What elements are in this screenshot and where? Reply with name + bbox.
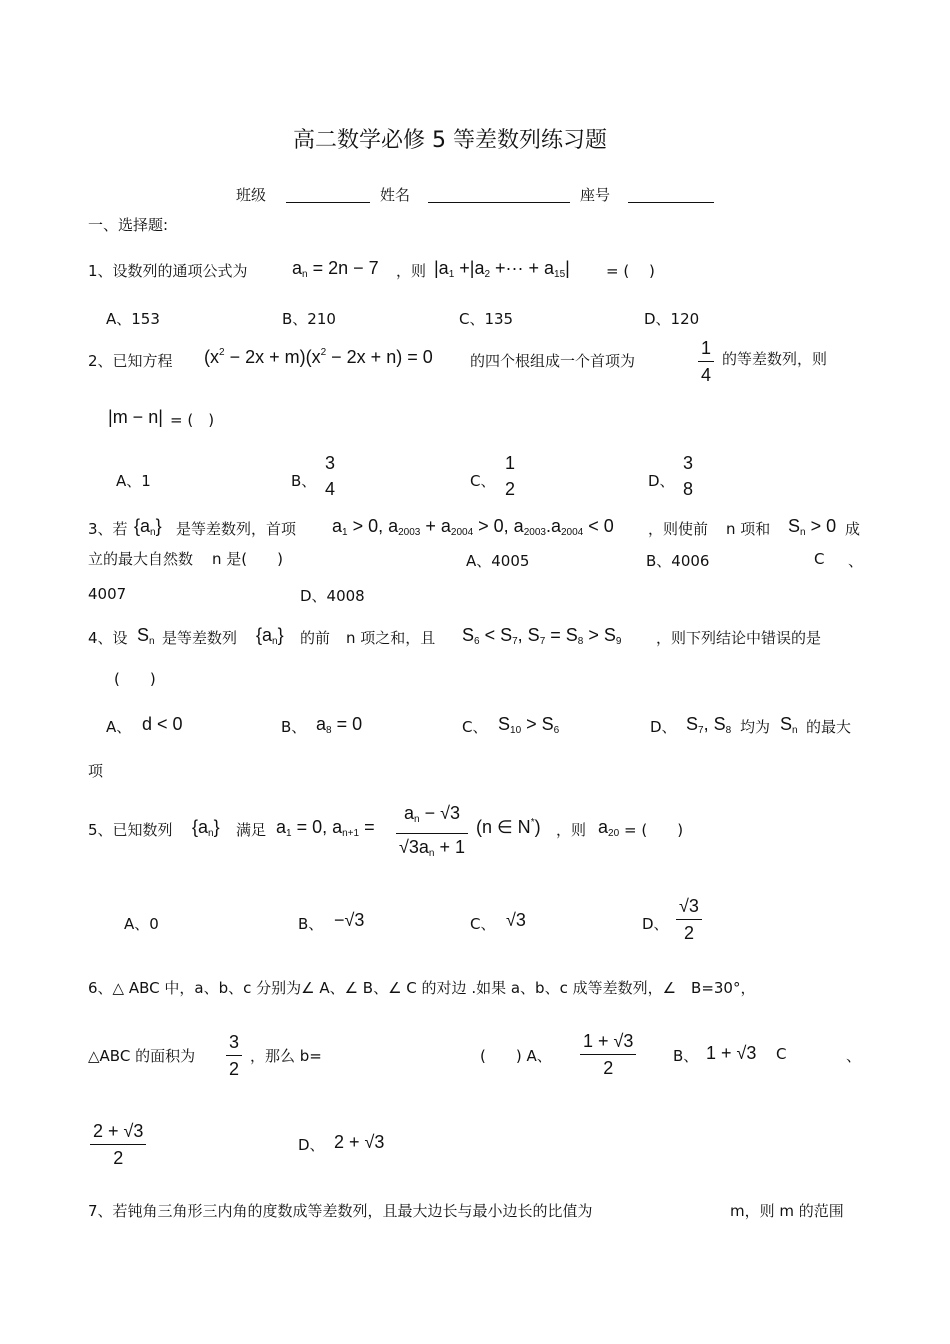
q6-option-c-frac: $\frac{2 + √3}{2}$ xyxy=(90,1118,146,1171)
q5-seq: $\{a_n\}$ xyxy=(192,817,220,839)
q4-sn: $S_n$ xyxy=(137,625,155,647)
q4-option-d[interactable]: D、 xyxy=(650,718,677,736)
q3-t4: 成 xyxy=(845,520,861,538)
q2-option-c-frac: 1 2 xyxy=(505,453,516,499)
q4-option-d-tail2: 的最大 xyxy=(806,718,852,736)
page-title: 高二数学必修 5 等差数列练习题 xyxy=(293,128,607,153)
q3-line2b: n 是( ) xyxy=(212,550,283,568)
q2-first-term: $\frac{1}{4}$ xyxy=(698,335,714,388)
name-label: 姓名 xyxy=(380,186,411,204)
q3-sn: $S_n > 0$ xyxy=(788,516,837,538)
q4-t3: n 项之和，且 xyxy=(346,629,436,647)
q5-paren: = ( ) xyxy=(624,821,684,839)
q4-option-c-expr: $S_{10} > S_6$ xyxy=(498,714,560,736)
q5-t2: ，则 xyxy=(556,821,587,839)
q3-t3: n 项和 xyxy=(726,520,771,538)
q2-option-b-frac: 3 4 xyxy=(325,453,336,499)
q6-line1: 6、△ ABC 中，a、b、c 分别为∠ A、∠ B、∠ C 的对边 .如果 a、b、c 成等差数列，∠ B=30°， xyxy=(88,979,756,997)
q4-seq: $\{a_n\}$ xyxy=(256,625,284,647)
q3-condition: $a_1 > 0$, $a_{2003} + a_{2004} > 0$, $a_{2003}.a_{2004} < 0$ xyxy=(332,516,614,538)
q7-line1: 7、若钝角三角形三内角的度数成等差数列，且最大边长与最小边长的比值为 xyxy=(88,1202,593,1220)
q4-option-d-expr: $S_7$, $S_8$ xyxy=(686,714,732,736)
q5-option-a[interactable]: A、0 xyxy=(124,915,159,933)
q3-option-b[interactable]: B、4006 xyxy=(646,552,710,570)
q4-t2: 的前 xyxy=(300,629,331,647)
q5-recurrence-frac: $\frac{a_n - √3}{√3a_n + 1}$ xyxy=(396,800,468,867)
q1-paren: = ( ) xyxy=(606,262,655,280)
q4-option-d-tail: 均为 xyxy=(740,718,771,736)
q3-option-a[interactable]: A、4005 xyxy=(466,552,530,570)
class-label: 班级 xyxy=(236,186,267,204)
q5-t1: 满足 xyxy=(236,821,267,839)
q2-option-d[interactable]: D、 xyxy=(648,472,675,490)
q4-option-b-expr: $a_8 = 0$ xyxy=(316,714,363,736)
q2-tail: 的四个根组成一个首项为 xyxy=(470,352,636,370)
q1-option-b[interactable]: B、210 xyxy=(282,310,336,328)
q1-abs-sum: $|a_1 +|a_2$ +··· + $a_{15}|$ xyxy=(434,258,570,280)
q3-t1: 是等差数列，首项 xyxy=(176,520,297,538)
q5-option-c-expr: √3 xyxy=(506,910,526,930)
q5-option-d[interactable]: D、 xyxy=(642,915,669,933)
q6-option-a[interactable]: ( ) A、 xyxy=(480,1047,552,1065)
q4-condition: $S_6 < S_7$, $S_7 = S_8 > S_9$ xyxy=(462,625,622,647)
q6-option-c-sep: 、 xyxy=(846,1047,862,1065)
q5-domain: (n ∈ N*) xyxy=(476,817,541,837)
q6-area-frac: $\frac{3}{2}$ xyxy=(226,1029,242,1082)
class-blank xyxy=(286,186,370,203)
q6-option-c[interactable]: C xyxy=(776,1045,787,1063)
q5-option-d-frac: $\frac{√3}{2}$ xyxy=(676,893,702,946)
q7-line1b: m，则 m 的范围 xyxy=(730,1202,844,1220)
q6-option-b[interactable]: B、 xyxy=(673,1047,699,1065)
q4-text: 4、设 xyxy=(88,629,128,647)
q5-option-c[interactable]: C、 xyxy=(470,915,496,933)
q2-tail2: 的等差数列，则 xyxy=(722,350,828,368)
q6-option-d[interactable]: D、 xyxy=(298,1136,325,1154)
q4-option-a[interactable]: A、 xyxy=(106,718,132,736)
q4-last: 项 xyxy=(88,762,104,780)
q5-option-b-expr: −√3 xyxy=(334,910,365,930)
q5-text: 5、已知数列 xyxy=(88,821,173,839)
q3-t2: ，则使前 xyxy=(648,520,709,538)
q5-option-b[interactable]: B、 xyxy=(298,915,324,933)
seat-blank xyxy=(628,186,714,203)
q2-text: 2、已知方程 xyxy=(88,352,173,370)
section-heading: 一、选择题: xyxy=(88,216,169,234)
q1-option-d[interactable]: D、120 xyxy=(644,310,700,328)
q6-b-text: ，那么 b= xyxy=(250,1047,322,1065)
q1-formula: $a_n = 2n - 7$ xyxy=(292,258,379,280)
q1-option-c[interactable]: C、135 xyxy=(459,310,514,328)
q4-option-a-expr: d < 0 xyxy=(142,714,183,734)
q4-option-c[interactable]: C、 xyxy=(462,718,488,736)
q1-text: 1、设数列的通项公式为 xyxy=(88,262,248,280)
q6-area-text: △ABC 的面积为 xyxy=(88,1047,196,1065)
q2-paren: = ( ) xyxy=(170,411,215,429)
q3-line2: 立的最大自然数 xyxy=(88,550,194,568)
q2-equation: $(x^2 - 2x + m)(x^2 - 2x + n) = 0$ xyxy=(204,347,433,367)
q3-option-d[interactable]: D、4008 xyxy=(300,587,365,605)
q5-a20: $a_{20}$ xyxy=(598,817,620,839)
q4-t4: ，则下列结论中错误的是 xyxy=(656,629,822,647)
q5-start: $a_1 = 0$, $a_{n+1}$ = xyxy=(276,817,375,839)
q2-option-a[interactable]: A、1 xyxy=(116,472,151,490)
q6-option-b-expr: 1 + √3 xyxy=(706,1043,757,1063)
q2-option-c[interactable]: C、 xyxy=(470,472,496,490)
q1-then: ，则 xyxy=(396,262,427,280)
q2-option-d-frac: 3 8 xyxy=(683,453,694,499)
q3-option-c-sep: 、 xyxy=(848,552,864,570)
q2-option-b[interactable]: B、 xyxy=(291,472,317,490)
q3-text: 3、若 xyxy=(88,520,128,538)
q1-option-a[interactable]: A、153 xyxy=(106,310,160,328)
q4-t1: 是等差数列 xyxy=(162,629,238,647)
q2-abs: |m − n| xyxy=(108,407,163,427)
q6-option-a-frac: $\frac{1 + √3}{2}$ xyxy=(580,1028,636,1081)
q4-option-d-sn: $S_n$ xyxy=(780,714,798,736)
q3-option-c[interactable]: C xyxy=(814,550,825,568)
q6-option-d-expr: 2 + √3 xyxy=(334,1132,385,1152)
q3-option-c-value[interactable]: 4007 xyxy=(88,585,127,603)
name-blank xyxy=(428,186,570,203)
q4-paren: ( ) xyxy=(114,670,156,688)
q3-seq: $\{a_n\}$ xyxy=(134,516,162,538)
q4-option-b[interactable]: B、 xyxy=(281,718,307,736)
seat-label: 座号 xyxy=(580,186,611,204)
